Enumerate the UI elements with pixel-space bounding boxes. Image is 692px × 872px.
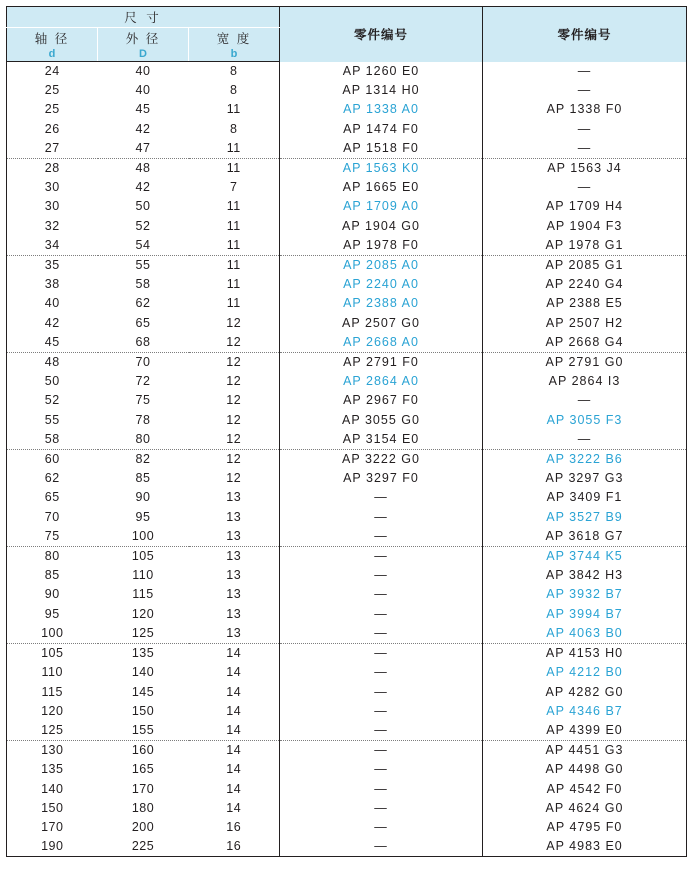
table-row bbox=[7, 256, 687, 276]
bearing-spec-table bbox=[6, 6, 687, 857]
cell-part-number-1: — bbox=[280, 644, 483, 664]
cell-outer-diameter: 75 bbox=[135, 393, 151, 408]
cell-part-number-1: AP 3222 G0 bbox=[280, 450, 483, 470]
cell-width: 14 bbox=[226, 800, 242, 815]
cell-width: 11 bbox=[226, 296, 241, 311]
cell-part-number-1: AP 3297 F0 bbox=[280, 469, 483, 488]
cell-shaft-diameter: 85 bbox=[7, 566, 98, 585]
cell-part-number-2: — bbox=[483, 391, 687, 410]
cell-width: 11 bbox=[226, 218, 241, 233]
table-row bbox=[7, 644, 687, 664]
table-row bbox=[7, 100, 687, 119]
table-body bbox=[7, 62, 687, 857]
cell-part-number-2: AP 4282 G0 bbox=[483, 683, 687, 702]
cell-outer-diameter: 105 bbox=[131, 549, 155, 564]
cell-shaft-diameter: 26 bbox=[7, 120, 98, 139]
header-part-number-2: 零件编号 bbox=[483, 7, 687, 62]
cell-part-number-2: — bbox=[483, 81, 687, 100]
cell-part-number-1: AP 1474 F0 bbox=[280, 120, 483, 139]
cell-part-number-2: AP 3744 K5 bbox=[483, 547, 687, 567]
cell-outer-diameter: 40 bbox=[135, 83, 151, 98]
cell-shaft-diameter: 62 bbox=[7, 469, 98, 488]
header-width-symbol: b bbox=[189, 47, 280, 62]
cell-shaft-diameter: 30 bbox=[7, 178, 98, 197]
cell-outer-diameter: 82 bbox=[135, 452, 151, 467]
cell-width: 12 bbox=[226, 355, 242, 370]
cell-width: 12 bbox=[226, 393, 242, 408]
cell-part-number-1: — bbox=[280, 760, 483, 779]
cell-shaft-diameter: 45 bbox=[7, 333, 98, 353]
cell-part-number-2: — bbox=[483, 62, 687, 82]
table-row bbox=[7, 275, 687, 294]
table-row bbox=[7, 81, 687, 100]
cell-width: 11 bbox=[226, 199, 241, 214]
cell-shaft-diameter: 135 bbox=[7, 760, 98, 779]
cell-shaft-diameter: 34 bbox=[7, 236, 98, 256]
cell-part-number-1: — bbox=[280, 624, 483, 644]
cell-outer-diameter: 160 bbox=[131, 743, 155, 758]
cell-shaft-diameter: 50 bbox=[7, 372, 98, 391]
cell-shaft-diameter: 35 bbox=[7, 256, 98, 276]
cell-part-number-1: AP 3154 E0 bbox=[280, 430, 483, 450]
cell-shaft-diameter: 150 bbox=[7, 799, 98, 818]
cell-width: 14 bbox=[226, 703, 242, 718]
cell-part-number-1: — bbox=[280, 566, 483, 585]
table-row bbox=[7, 430, 687, 450]
cell-width: 16 bbox=[189, 837, 280, 857]
cell-outer-diameter: 50 bbox=[135, 199, 151, 214]
cell-part-number-2: AP 1338 F0 bbox=[483, 100, 687, 119]
cell-part-number-2: AP 3297 G3 bbox=[483, 469, 687, 488]
cell-width: 14 bbox=[226, 684, 242, 699]
header-shaft-symbol: d bbox=[7, 47, 98, 62]
cell-width: 8 bbox=[230, 64, 238, 78]
cell-part-number-1: AP 1665 E0 bbox=[280, 178, 483, 197]
cell-width: 12 bbox=[226, 452, 242, 467]
cell-width: 13 bbox=[226, 587, 242, 602]
table-row bbox=[7, 372, 687, 391]
table-row bbox=[7, 314, 687, 333]
cell-outer-diameter: 42 bbox=[135, 180, 151, 195]
cell-shaft-diameter: 125 bbox=[7, 721, 98, 741]
cell-part-number-1: — bbox=[280, 508, 483, 527]
cell-width: 13 bbox=[226, 606, 242, 621]
table-row bbox=[7, 780, 687, 799]
cell-part-number-1: AP 1904 G0 bbox=[280, 217, 483, 236]
table-row bbox=[7, 547, 687, 567]
cell-part-number-2: AP 3932 B7 bbox=[483, 585, 687, 604]
table-row bbox=[7, 159, 687, 179]
cell-part-number-2: AP 3994 B7 bbox=[483, 605, 687, 624]
cell-shaft-diameter: 115 bbox=[7, 683, 98, 702]
cell-width: 7 bbox=[230, 180, 238, 195]
header-part-number-1: 零件编号 bbox=[280, 7, 483, 62]
cell-width: 11 bbox=[189, 139, 280, 159]
cell-width: 11 bbox=[226, 161, 241, 176]
cell-part-number-2: AP 4212 B0 bbox=[483, 663, 687, 682]
table-row bbox=[7, 450, 687, 470]
cell-part-number-2: AP 3527 B9 bbox=[483, 508, 687, 527]
cell-part-number-1: AP 2967 F0 bbox=[280, 391, 483, 410]
cell-part-number-1: — bbox=[280, 721, 483, 741]
table-row bbox=[7, 527, 687, 547]
cell-part-number-2: AP 4983 E0 bbox=[483, 837, 687, 857]
cell-part-number-2: AP 4451 G3 bbox=[483, 741, 687, 761]
cell-shaft-diameter: 52 bbox=[7, 391, 98, 410]
cell-shaft-diameter: 32 bbox=[7, 217, 98, 236]
cell-width: 12 bbox=[226, 374, 242, 389]
cell-outer-diameter: 62 bbox=[135, 296, 151, 311]
cell-outer-diameter: 120 bbox=[131, 606, 155, 621]
cell-part-number-2: AP 4063 B0 bbox=[483, 624, 687, 644]
cell-width: 13 bbox=[189, 527, 280, 547]
cell-width: 11 bbox=[226, 258, 241, 273]
header-dimensions-group: 尺 寸 bbox=[7, 7, 280, 28]
cell-shaft-diameter: 105 bbox=[7, 644, 98, 664]
header-outer-diameter: 外 径 bbox=[98, 28, 189, 48]
cell-shaft-diameter: 60 bbox=[7, 450, 98, 470]
cell-part-number-1: AP 1518 F0 bbox=[280, 139, 483, 159]
table-row bbox=[7, 139, 687, 159]
cell-width: 12 bbox=[189, 430, 280, 450]
cell-part-number-2: AP 3409 F1 bbox=[483, 488, 687, 507]
cell-part-number-1: — bbox=[280, 527, 483, 547]
cell-part-number-1: AP 2240 A0 bbox=[280, 275, 483, 294]
cell-part-number-1: AP 2668 A0 bbox=[280, 333, 483, 353]
cell-part-number-2: AP 2085 G1 bbox=[483, 256, 687, 276]
cell-outer-diameter: 115 bbox=[132, 587, 154, 602]
cell-width: 12 bbox=[226, 315, 242, 330]
cell-shaft-diameter: 80 bbox=[7, 547, 98, 567]
cell-part-number-1: AP 1709 A0 bbox=[280, 197, 483, 216]
cell-part-number-1: AP 1338 A0 bbox=[280, 100, 483, 119]
cell-width: 14 bbox=[226, 762, 242, 777]
cell-part-number-2: AP 2240 G4 bbox=[483, 275, 687, 294]
cell-part-number-2: AP 2864 I3 bbox=[483, 372, 687, 391]
table-row bbox=[7, 391, 687, 410]
cell-shaft-diameter: 28 bbox=[7, 159, 98, 179]
cell-part-number-1: AP 1563 K0 bbox=[280, 159, 483, 179]
cell-part-number-2: AP 4399 E0 bbox=[483, 721, 687, 741]
table-row bbox=[7, 411, 687, 430]
cell-shaft-diameter: 40 bbox=[7, 294, 98, 313]
table-row bbox=[7, 683, 687, 702]
table-row bbox=[7, 488, 687, 507]
cell-outer-diameter: 45 bbox=[135, 102, 151, 117]
table-row bbox=[7, 508, 687, 527]
cell-outer-diameter: 42 bbox=[135, 121, 151, 136]
cell-outer-diameter: 200 bbox=[131, 819, 155, 834]
cell-part-number-2: AP 4153 H0 bbox=[483, 644, 687, 664]
cell-outer-diameter: 145 bbox=[131, 684, 155, 699]
cell-outer-diameter: 58 bbox=[135, 277, 151, 292]
cell-part-number-1: — bbox=[280, 818, 483, 837]
table-row bbox=[7, 663, 687, 682]
cell-shaft-diameter: 120 bbox=[7, 702, 98, 721]
cell-part-number-2: AP 3618 G7 bbox=[483, 527, 687, 547]
cell-width: 12 bbox=[226, 412, 242, 427]
cell-part-number-2: AP 3055 F3 bbox=[483, 411, 687, 430]
cell-shaft-diameter: 24 bbox=[7, 62, 98, 82]
cell-width: 16 bbox=[226, 819, 242, 834]
cell-shaft-diameter: 27 bbox=[7, 139, 98, 159]
cell-width: 12 bbox=[226, 471, 242, 486]
cell-part-number-1: — bbox=[280, 741, 483, 761]
cell-outer-diameter: 48 bbox=[135, 161, 151, 176]
cell-outer-diameter: 225 bbox=[98, 837, 189, 857]
cell-part-number-1: — bbox=[280, 683, 483, 702]
cell-width: 14 bbox=[226, 646, 242, 661]
cell-outer-diameter: 180 bbox=[131, 800, 155, 815]
cell-outer-diameter: 70 bbox=[135, 355, 151, 370]
cell-width: 13 bbox=[226, 490, 242, 505]
cell-part-number-1: — bbox=[280, 585, 483, 604]
cell-part-number-2: AP 3842 H3 bbox=[483, 566, 687, 585]
cell-part-number-1: AP 3055 G0 bbox=[280, 411, 483, 430]
cell-shaft-diameter: 48 bbox=[7, 353, 98, 373]
cell-shaft-diameter: 170 bbox=[7, 818, 98, 837]
cell-outer-diameter: 47 bbox=[98, 139, 189, 159]
cell-outer-diameter: 52 bbox=[135, 218, 151, 233]
cell-part-number-2: AP 2791 G0 bbox=[483, 353, 687, 373]
table-row bbox=[7, 799, 687, 818]
table-row bbox=[7, 624, 687, 644]
cell-shaft-diameter: 70 bbox=[7, 508, 98, 527]
cell-outer-diameter: 125 bbox=[98, 624, 189, 644]
cell-outer-diameter: 100 bbox=[98, 527, 189, 547]
cell-shaft-diameter: 38 bbox=[7, 275, 98, 294]
cell-shaft-diameter: 110 bbox=[7, 663, 98, 682]
cell-part-number-1: AP 2864 A0 bbox=[280, 372, 483, 391]
cell-part-number-1: — bbox=[280, 702, 483, 721]
cell-part-number-2: AP 4542 F0 bbox=[483, 780, 687, 799]
table-row bbox=[7, 760, 687, 779]
cell-part-number-1: — bbox=[280, 780, 483, 799]
cell-outer-diameter: 135 bbox=[131, 646, 155, 661]
cell-part-number-1: AP 2507 G0 bbox=[280, 314, 483, 333]
table-row bbox=[7, 721, 687, 741]
cell-part-number-2: AP 2668 G4 bbox=[483, 333, 687, 353]
cell-shaft-diameter: 58 bbox=[7, 430, 98, 450]
cell-width: 11 bbox=[189, 236, 280, 256]
table-row bbox=[7, 178, 687, 197]
cell-outer-diameter: 110 bbox=[132, 568, 154, 583]
cell-outer-diameter: 85 bbox=[135, 471, 151, 486]
cell-part-number-2: AP 1978 G1 bbox=[483, 236, 687, 256]
cell-width: 11 bbox=[226, 102, 241, 117]
cell-part-number-1: — bbox=[280, 799, 483, 818]
cell-part-number-2: — bbox=[483, 430, 687, 450]
table-row bbox=[7, 62, 687, 82]
cell-shaft-diameter: 25 bbox=[7, 81, 98, 100]
cell-shaft-diameter: 190 bbox=[7, 837, 98, 857]
cell-part-number-1: AP 1260 E0 bbox=[280, 62, 483, 82]
cell-width: 12 bbox=[189, 333, 280, 353]
cell-shaft-diameter: 90 bbox=[7, 585, 98, 604]
cell-shaft-diameter: 30 bbox=[7, 197, 98, 216]
cell-part-number-1: AP 1314 H0 bbox=[280, 81, 483, 100]
cell-shaft-diameter: 130 bbox=[7, 741, 98, 761]
table-row bbox=[7, 585, 687, 604]
cell-outer-diameter: 95 bbox=[135, 509, 151, 524]
cell-part-number-2: AP 2507 H2 bbox=[483, 314, 687, 333]
cell-shaft-diameter: 100 bbox=[7, 624, 98, 644]
cell-width: 11 bbox=[226, 277, 241, 292]
table-row bbox=[7, 741, 687, 761]
cell-width: 8 bbox=[230, 121, 238, 136]
cell-shaft-diameter: 140 bbox=[7, 780, 98, 799]
cell-shaft-diameter: 95 bbox=[7, 605, 98, 624]
cell-width: 14 bbox=[226, 665, 242, 680]
cell-outer-diameter: 80 bbox=[98, 430, 189, 450]
table-row bbox=[7, 197, 687, 216]
cell-part-number-1: AP 2388 A0 bbox=[280, 294, 483, 313]
cell-outer-diameter: 68 bbox=[98, 333, 189, 353]
table-header bbox=[7, 7, 687, 62]
cell-width: 13 bbox=[226, 509, 242, 524]
cell-part-number-2: AP 3222 B6 bbox=[483, 450, 687, 470]
table-row bbox=[7, 217, 687, 236]
cell-shaft-diameter: 65 bbox=[7, 488, 98, 507]
table-row bbox=[7, 818, 687, 837]
table-row bbox=[7, 469, 687, 488]
cell-width: 13 bbox=[226, 568, 242, 583]
cell-part-number-2: AP 4624 G0 bbox=[483, 799, 687, 818]
cell-part-number-1: AP 1978 F0 bbox=[280, 236, 483, 256]
cell-outer-diameter: 55 bbox=[135, 258, 151, 273]
cell-part-number-2: AP 4346 B7 bbox=[483, 702, 687, 721]
header-shaft-diameter: 轴 径 bbox=[7, 28, 98, 48]
cell-part-number-1: — bbox=[280, 605, 483, 624]
cell-part-number-2: AP 4795 F0 bbox=[483, 818, 687, 837]
cell-width: 13 bbox=[189, 624, 280, 644]
cell-shaft-diameter: 55 bbox=[7, 411, 98, 430]
cell-part-number-1: AP 2791 F0 bbox=[280, 353, 483, 373]
cell-outer-diameter: 72 bbox=[135, 374, 151, 389]
header-width: 宽 度 bbox=[189, 28, 280, 48]
cell-width: 13 bbox=[226, 549, 242, 564]
cell-part-number-2: AP 4498 G0 bbox=[483, 760, 687, 779]
cell-outer-diameter: 78 bbox=[135, 412, 151, 427]
cell-part-number-2: — bbox=[483, 120, 687, 139]
cell-part-number-1: — bbox=[280, 837, 483, 857]
cell-width: 8 bbox=[230, 83, 238, 98]
cell-outer-diameter: 165 bbox=[131, 762, 155, 777]
cell-shaft-diameter: 42 bbox=[7, 314, 98, 333]
table-row bbox=[7, 333, 687, 353]
header-row-group bbox=[7, 7, 687, 28]
cell-outer-diameter: 170 bbox=[131, 781, 155, 796]
table-row bbox=[7, 837, 687, 857]
table-row bbox=[7, 566, 687, 585]
cell-width: 14 bbox=[189, 721, 280, 741]
cell-part-number-1: — bbox=[280, 488, 483, 507]
cell-outer-diameter: 65 bbox=[135, 315, 151, 330]
table-row bbox=[7, 120, 687, 139]
cell-part-number-2: — bbox=[483, 139, 687, 159]
cell-part-number-2: — bbox=[483, 178, 687, 197]
cell-part-number-1: — bbox=[280, 547, 483, 567]
cell-part-number-2: AP 1563 J4 bbox=[483, 159, 687, 179]
cell-shaft-diameter: 75 bbox=[7, 527, 98, 547]
table-row bbox=[7, 353, 687, 373]
cell-outer-diameter: 54 bbox=[98, 236, 189, 256]
cell-part-number-1: — bbox=[280, 663, 483, 682]
cell-shaft-diameter: 25 bbox=[7, 100, 98, 119]
cell-width: 14 bbox=[226, 743, 242, 758]
cell-part-number-2: AP 2388 E5 bbox=[483, 294, 687, 313]
cell-part-number-2: AP 1904 F3 bbox=[483, 217, 687, 236]
table-row bbox=[7, 294, 687, 313]
cell-part-number-2: AP 1709 H4 bbox=[483, 197, 687, 216]
cell-part-number-1: AP 2085 A0 bbox=[280, 256, 483, 276]
table-row bbox=[7, 702, 687, 721]
cell-outer-diameter: 40 bbox=[135, 64, 151, 78]
cell-outer-diameter: 140 bbox=[131, 665, 155, 680]
cell-outer-diameter: 90 bbox=[135, 490, 151, 505]
cell-outer-diameter: 155 bbox=[98, 721, 189, 741]
table-row bbox=[7, 605, 687, 624]
cell-outer-diameter: 150 bbox=[131, 703, 155, 718]
cell-width: 14 bbox=[226, 781, 242, 796]
header-outer-symbol: D bbox=[98, 47, 189, 62]
table-row bbox=[7, 236, 687, 256]
